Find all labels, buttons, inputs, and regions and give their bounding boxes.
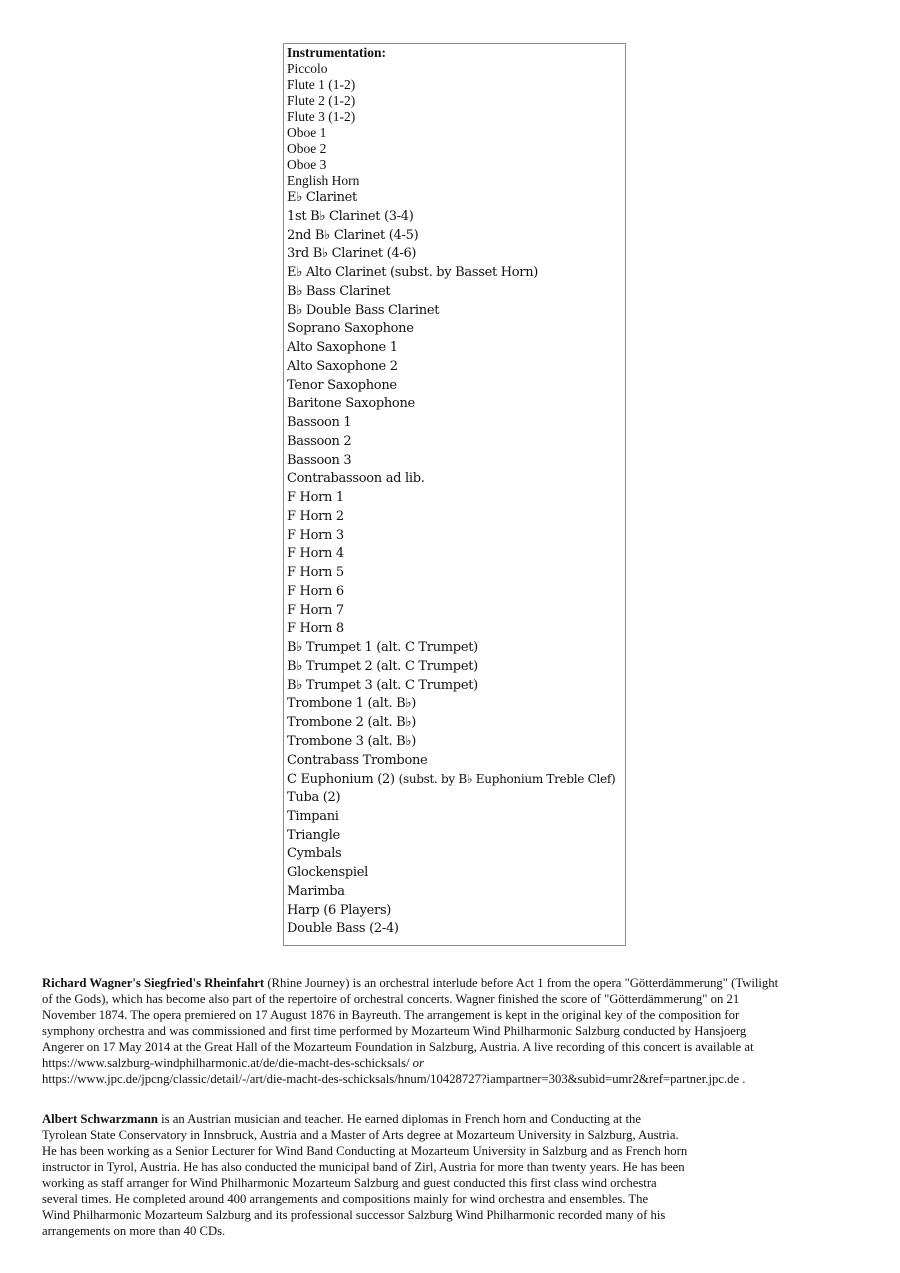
instrument-item: Timpani <box>287 808 339 824</box>
instrument-item: Cymbals <box>287 846 342 862</box>
instrument-item: F Horn 3 <box>287 527 344 543</box>
instrument-item: Contrabassoon ad lib. <box>287 471 425 487</box>
paragraph-line: November 1874. The opera premiered on 17 August 1876 in Bayreuth. The arrangement is kept in the original key of the composition for <box>42 1008 740 1022</box>
instrumentation-box <box>283 43 626 946</box>
instrument-item: English Horn <box>287 173 360 188</box>
instrument-item: Alto Saxophone 1 <box>287 340 398 355</box>
instrument-item: Contrabass Trombone <box>287 752 428 768</box>
instrument-item: B♭ Bass Clarinet <box>287 283 391 299</box>
instrument-item: Oboe 2 <box>287 141 327 156</box>
instrument-item: 3rd B♭ Clarinet (4-6) <box>287 246 417 262</box>
piece-description <box>42 975 862 1087</box>
instrument-item: Marimba <box>287 883 345 899</box>
paragraph-line: Wind Philharmonic Mozarteum Salzburg and its professional successor Salzburg Wind Philharmonic recorded many of his <box>42 1208 666 1222</box>
instrument-item: B♭ Trumpet 1 (alt. C Trumpet) <box>287 640 478 655</box>
instrumentation-heading: Instrumentation: <box>287 45 387 60</box>
recording-url-1: https://www.salzburg-windphilharmonic.at/de/die-macht-des-schicksals/ <box>42 1056 410 1070</box>
instrument-item: Harp (6 Players) <box>287 902 392 918</box>
instrument-item: B♭ Trumpet 2 (alt. C Trumpet) <box>287 658 478 674</box>
instrument-item: Tuba (2) <box>287 790 341 805</box>
instrument-item: F Horn 2 <box>287 508 344 524</box>
instrument-item: F Horn 1 <box>287 490 344 505</box>
paragraph-line: of the Gods), which has become also part of the repertoire of orchestral concerts. Wagner finished the score of "Götterdämmerung" on 21 <box>42 992 740 1006</box>
instrument-item: 1st B♭ Clarinet (3-4) <box>287 208 414 224</box>
instrument-item: Flute 2 (1-2) <box>287 93 356 108</box>
arranger-name: Albert Schwarzmann <box>42 1112 158 1126</box>
paragraph-line: Richard Wagner's Siegfried's Rheinfahrt (Rhine Journey) is an orchestral interlude before Act 1 from the opera "Götterdämmerung" (Twilight <box>42 976 779 990</box>
instrument-item: F Horn 4 <box>287 546 344 562</box>
instrument-item-euphonium <box>287 770 625 789</box>
instrument-item: Bassoon 3 <box>287 452 352 468</box>
instrument-item: 2nd B♭ Clarinet (4-5) <box>287 227 419 243</box>
instrument-item: F Horn 6 <box>287 583 344 599</box>
instrumentation-list <box>287 61 625 939</box>
instrument-item: Oboe 3 <box>287 157 327 172</box>
instrument-item: Bassoon 2 <box>287 433 352 449</box>
instrument-item: Bassoon 1 <box>287 415 352 430</box>
euphonium-label: C Euphonium (2) <box>287 772 399 788</box>
or-word: or <box>412 1056 424 1070</box>
paragraph-line: https://www.jpc.de/jpcng/classic/detail/-/art/die-macht-des-schicksals/hnum/10428727?iampartner=303&subid=umr2&ref=partner.jpc.de . <box>42 1072 746 1086</box>
paragraph-line: Tyrolean State Conservatory in Innsbruck, Austria and a Master of Arts degree at Mozarteum University in Salzburg, Austria. <box>42 1128 679 1142</box>
instrument-item: Alto Saxophone 2 <box>287 358 398 374</box>
instrument-item: Oboe 1 <box>287 125 327 140</box>
paragraph-line: Angerer on 17 May 2014 at the Great Hall of the Mozarteum Foundation in Salzburg, Austria. A live recording of this concert is available at <box>42 1040 754 1054</box>
instrument-item: Trombone 3 (alt. B♭) <box>287 733 417 749</box>
instrument-item: E♭ Alto Clarinet (subst. by Basset Horn) <box>287 265 539 280</box>
paragraph-line: instructor in Tyrol, Austria. He has also conducted the municipal band of Zirl, Austria for more than twenty years. He has been <box>42 1160 685 1174</box>
arranger-bio <box>42 1111 762 1239</box>
instrument-item: F Horn 8 <box>287 621 344 637</box>
paragraph-line: several times. He completed around 400 arrangements and compositions mainly for wind orchestra and ensembles. The <box>42 1192 649 1206</box>
paragraph-line: He has been working as a Senior Lecturer for Wind Band Conducting at Mozarteum University in Salzburg and as French horn <box>42 1144 688 1158</box>
instrument-item: E♭ Clarinet <box>287 190 357 205</box>
instrument-item: Tenor Saxophone <box>287 377 397 393</box>
instrument-item: Double Bass (2-4) <box>287 921 399 937</box>
instrument-item: B♭ Double Bass Clarinet <box>287 302 440 318</box>
instrument-item: Trombone 1 (alt. B♭) <box>287 696 417 712</box>
instrument-item: F Horn 7 <box>287 602 344 618</box>
euphonium-substitution-note: (subst. by B♭ Euphonium Treble Clef) <box>398 772 616 787</box>
instrument-item: Piccolo <box>287 61 328 76</box>
instrument-item: Flute 3 (1-2) <box>287 109 356 124</box>
instrument-item: Triangle <box>287 827 340 843</box>
instrument-item: Soprano Saxophone <box>287 321 414 337</box>
paragraph-line: arrangements on more than 40 CDs. <box>42 1224 226 1238</box>
instrument-item: Baritone Saxophone <box>287 396 415 412</box>
paragraph-line: working as staff arranger for Wind Philharmonic Mozarteum Salzburg and guest conducted this first class wind orchestra <box>42 1176 657 1190</box>
instrument-item: Glockenspiel <box>287 865 368 880</box>
instrument-item: B♭ Trumpet 3 (alt. C Trumpet) <box>287 677 478 693</box>
paragraph-line: Albert Schwarzmann is an Austrian musician and teacher. He earned diplomas in French horn and Conducting at the <box>42 1112 642 1126</box>
paragraph-line: symphony orchestra and was commissioned and first time performed by Mozarteum Wind Philharmonic Salzburg conducted by Hansjoerg <box>42 1024 747 1038</box>
recording-url-2: https://www.jpc.de/jpcng/classic/detail/-/art/die-macht-des-schicksals/hnum/10428727?iampartner=303&subid=umr2&ref=partner.jpc.de <box>42 1072 740 1086</box>
piece-title: Richard Wagner's Siegfried's Rheinfahrt <box>42 976 265 990</box>
paragraph-line <box>42 1055 862 1071</box>
instrument-item: F Horn 5 <box>287 565 344 580</box>
instrument-item: Flute 1 (1-2) <box>287 77 356 92</box>
instrument-item: Trombone 2 (alt. B♭) <box>287 715 417 730</box>
